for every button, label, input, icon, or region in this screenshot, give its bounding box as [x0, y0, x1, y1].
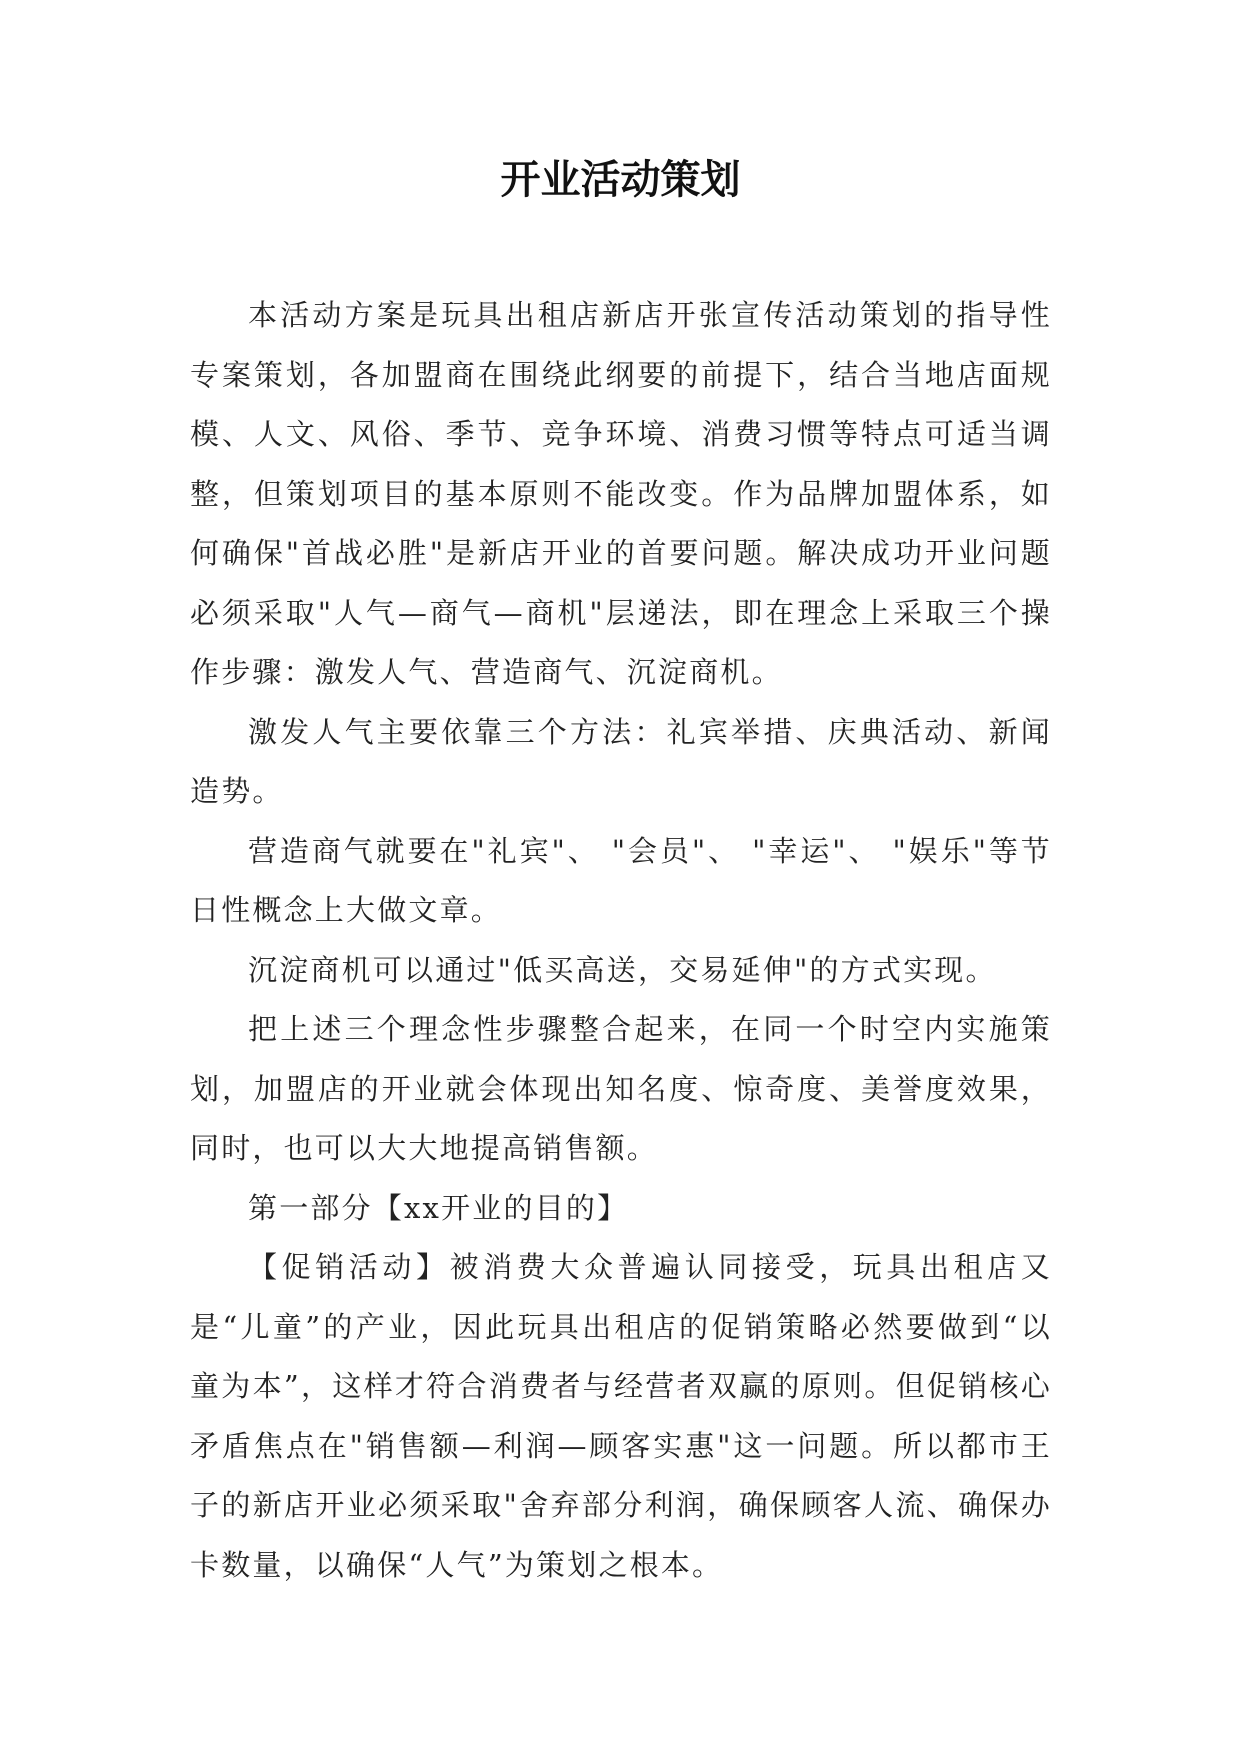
paragraph-popularity: 激发人气主要依靠三个方法：礼宾举措、庆典活动、新闻造势。 — [190, 714, 1052, 808]
paragraph-business-opportunity: 沉淀商机可以通过"低买高送，交易延伸"的方式实现。 — [248, 952, 997, 987]
paragraph-intro: 本活动方案是玩具出租店新店开张宣传活动策划的指导性专案策划，各加盟商在围绕此纲要的前提下，结合当地店面规模、人文、风俗、季节、竞争环境、消费习惯等特点可适当调整，但策划项目的基本原则不能改变。作为品牌加盟体系，如何确保"首战必胜"是新店开业的首要问题。解决成功开业问题必须采取"人气—商气—商机"层递法，即在理念上采取三个操作步骤：激发人气、营造商气、沉淀商机。 — [190, 298, 1052, 689]
document-body — [190, 286, 1052, 1595]
paragraph-business-atmosphere: 营造商气就要在"礼宾"、 "会员"、 "幸运"、 "娱乐"等节日性概念上大做文章。 — [190, 833, 1052, 927]
section-heading-part-one: 第一部分【xx开业的目的】 — [248, 1190, 629, 1225]
document-title: 开业活动策划 — [500, 156, 741, 203]
paragraph-promotion: 【促销活动】被消费大众普遍认同接受，玩具出租店又是“儿童”的产业，因此玩具出租店的促销策略必然要做到“以童为本”，这样才符合消费者与经营者双赢的原则。但促销核心矛盾焦点在"销售额—利润—顾客实惠"这一问题。所以都市王子的新店开业必须采取"舍弃部分利润，确保顾客人流、确保办卡数量，以确保“人气”为策划之根本。 — [190, 1250, 1052, 1582]
paragraph-integration: 把上述三个理念性步骤整合起来，在同一个时空内实施策划，加盟店的开业就会体现出知名度、惊奇度、美誉度效果，同时，也可以大大地提高销售额。 — [190, 1012, 1052, 1165]
